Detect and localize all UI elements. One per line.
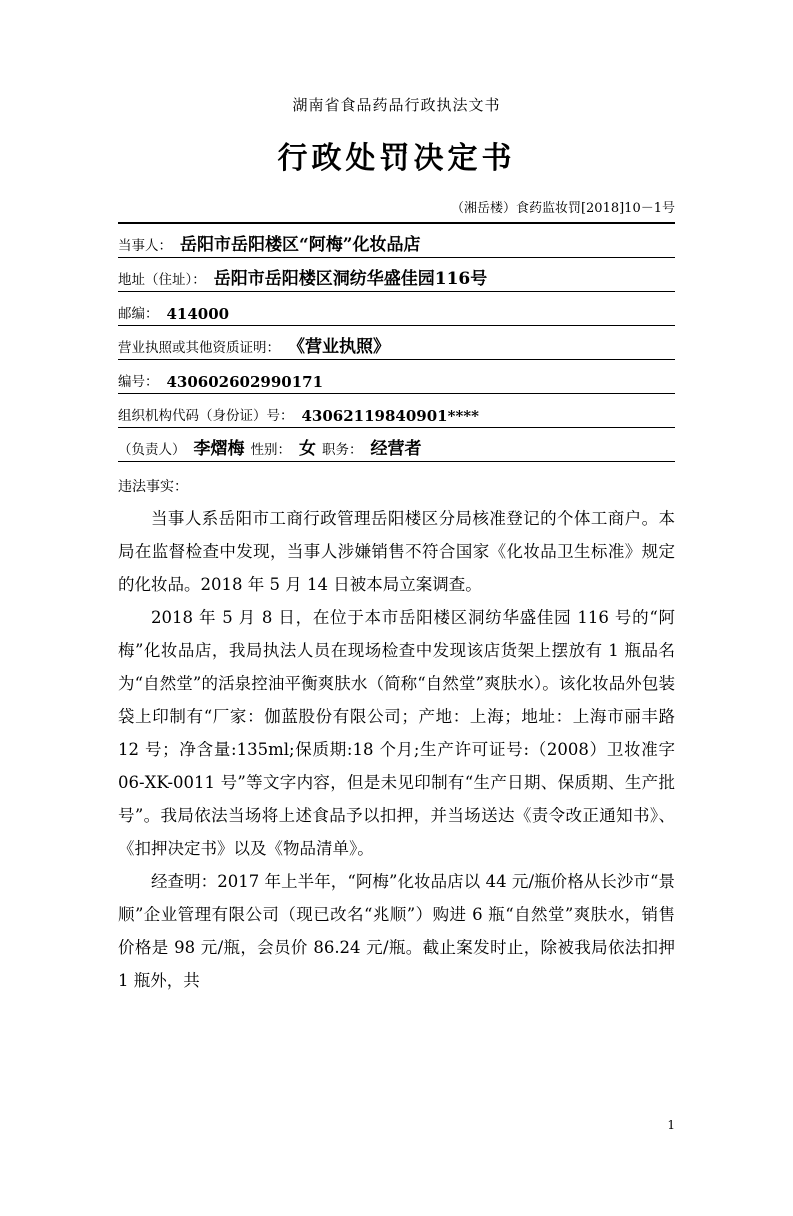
form-row-party [118, 224, 675, 258]
form-row-postcode [118, 292, 675, 326]
facts-paragraph-1: 当事人系岳阳市工商行政管理岳阳楼区分局核准登记的个体工商户。本局在监督检查中发现，当事人涉嫌销售不符合国家《化妆品卫生标准》规定的化妆品。2018 年 5 月 14 日被本局立案调查。 [118, 509, 675, 594]
page-number: 1 [667, 1118, 675, 1132]
license-label: 营业执照或其他资质证明： [118, 340, 280, 356]
duty-value: 经营者 [370, 439, 422, 459]
org-code-value: 43062119840901**** [301, 407, 479, 425]
facts-section-label: 违法事实： [118, 479, 188, 495]
postcode-label: 邮编： [118, 306, 159, 322]
address-label: 地址（住址）： [118, 272, 206, 288]
document-number: （湘岳楼）食药监妆罚[2018]10－1号 [450, 201, 675, 216]
license-no-value: 430602602990171 [166, 373, 324, 391]
facts-paragraph-2: 2018 年 5 月 8 日，在位于本市岳阳楼区洞纺华盛佳园 116 号的“阿梅”化妆品店，我局执法人员在现场检查中发现该店货架上摆放有 1 瓶品名为“自然堂”的活泉控油平衡爽肤水（简称“自然堂”爽肤水）。该化妆品外包装袋上印制有“厂家：伽蓝股份有限公司；产地：上海；地址：上海市丽丰路 12 号；净含量:135ml;保质期:18 个月;生产许可证号:（2008）卫妆准字 06-XK-0011 号”等文字内容，但是未见印制有“生产日期、保质期、生产批号”。我局依法当场将上述食品予以扣押，并当场送达《责令改正通知书》、《扣押决定书》以及《物品清单》。 [118, 608, 675, 858]
principal-label: （负责人） [118, 442, 186, 458]
gender-value: 女 [299, 439, 316, 459]
party-label: 当事人： [118, 238, 172, 254]
license-no-label: 编号： [118, 374, 159, 390]
party-value: 岳阳市岳阳楼区“阿梅”化妆品店 [180, 235, 421, 255]
address-value: 岳阳市岳阳楼区洞纺华盛佳园116号 [213, 269, 488, 289]
principal-value: 李熠梅 [193, 439, 245, 459]
form-row-address [118, 258, 675, 292]
agency-line: 湖南省食品药品行政执法文书 [292, 96, 501, 114]
license-value: 《营业执照》 [288, 337, 390, 357]
page-title: 行政处罚决定书 [277, 141, 516, 176]
facts-body [118, 502, 675, 997]
org-code-label: 组织机构代码（身份证）号： [118, 408, 294, 424]
document-page [0, 94, 793, 1216]
form-row-license-number [118, 360, 675, 394]
duty-label: 职务： [322, 442, 363, 458]
postcode-value: 414000 [166, 305, 230, 323]
form-row-principal [118, 428, 675, 462]
facts-paragraph-3: 经查明：2017 年上半年，“阿梅”化妆品店以 44 元/瓶价格从长沙市“景顺”企业管理有限公司（现已改名“兆顺”）购进 6 瓶“自然堂”爽肤水，销售价格是 98 元/瓶，会员价 86.24 元/瓶。截止案发时止，除被我局依法扣押 1 瓶外，共 [118, 872, 675, 990]
party-info-form [118, 222, 675, 462]
form-row-license [118, 326, 675, 360]
form-row-org-code [118, 394, 675, 428]
gender-label: 性别： [250, 442, 291, 458]
